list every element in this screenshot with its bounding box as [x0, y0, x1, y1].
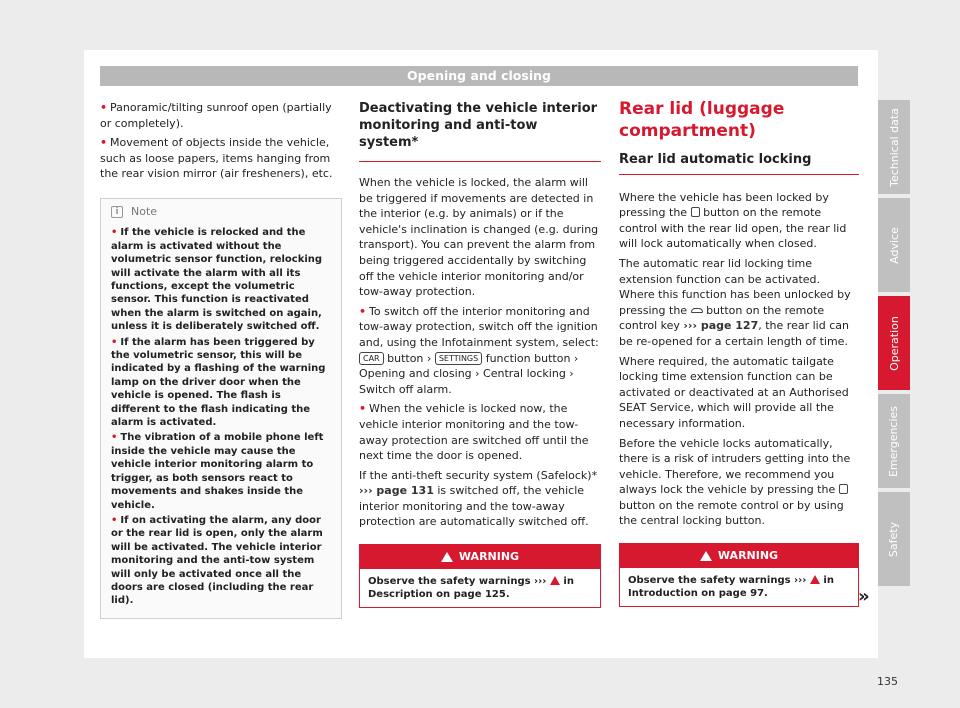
warning-title: WARNING [458, 550, 520, 564]
tab-operation[interactable]: Operation [878, 296, 910, 390]
column-3 [619, 100, 859, 607]
note-item: • The vibration of a mobile phone left inside the vehicle may cause the vehicle interior monitoring alarm to trigger, as both sensors react to movements and shakes inside the vehicle. [111, 432, 324, 511]
warning-box: WARNING Observe the safety warnings ››› in Description on page 125. [359, 544, 601, 608]
column-1 [100, 100, 342, 619]
list-item: • To switch off the interior monitoring and tow-away protection, switch off the ignition and, using the Infotainment system, select: CAR button › SETTINGS function button › Opening and closing › Central locking › Switch off alarm. [359, 304, 599, 396]
safelock-paragraph: If the anti-theft security system (Safelock)* ››› page 131 is switched off, the vehicle interior monitoring and the tow-away protection are automatically switched off. [359, 468, 598, 529]
info-icon: i [111, 206, 123, 218]
note-title: Note [131, 204, 158, 218]
paragraph: Where the vehicle has been locked by pressing the button on the remote control with the rear lid open, the rear lid will lock automatically when closed. [619, 190, 847, 251]
list-item: • When the vehicle is locked now, the vehicle interior monitoring and the tow-away protection are switched off until the next time the door is opened. [359, 402, 589, 463]
section-title: Deactivating the vehicle interior monitoring and anti-tow system* [359, 100, 601, 162]
list-item: • Movement of objects inside the vehicle, such as loose papers, items hanging from the rear vision mirror (air fresheners), etc. [100, 136, 333, 181]
page-header: Opening and closing [100, 66, 858, 86]
page-link[interactable]: ››› page 127 [683, 319, 759, 333]
warning-title: WARNING [717, 549, 779, 563]
continue-arrow-icon: » [858, 586, 870, 607]
section-subtitle: Rear lid automatic locking [619, 152, 859, 175]
tab-technical-data[interactable]: Technical data [878, 100, 910, 194]
car-key-icon: CAR [359, 352, 384, 365]
lock-icon [839, 484, 848, 494]
note-item: • If the vehicle is relocked and the alarm is activated without the volumetric sensor function, relocking will activate the alarm with all its functions, except the volumetric sensor. This function is reactivated when the alarm is switched on again, unless it is deliberately switched off. [111, 227, 323, 333]
warning-icon [700, 551, 712, 561]
page-number: 135 [877, 675, 898, 688]
lock-icon [691, 207, 700, 217]
tab-advice[interactable]: Advice [878, 198, 910, 292]
chapter-tabs [878, 100, 910, 590]
column-2 [359, 100, 601, 608]
paragraph: Before the vehicle locks automatically, there is a risk of intruders getting into the vehicle. Therefore, we recommend you always lock the vehicle by pressing the button on the remote control or by using the central locking button. [619, 436, 851, 528]
car-unlock-icon [691, 308, 703, 313]
warning-small-icon [550, 576, 560, 585]
warning-icon [441, 552, 453, 562]
chapter-title: Rear lid (luggage compartment) [619, 99, 785, 141]
note-item: • If the alarm has been triggered by the volumetric sensor, this will be indicated by a flashing of the warning lamp on the driver door when the vehicle is opened. The flash is different to the flash indicating the alarm is activated. [111, 336, 326, 429]
list-item: • Panoramic/tilting sunroof open (partially or completely). [100, 101, 332, 130]
paragraph: Where required, the automatic tailgate locking time extension function can be activated or deactivated at an Authorised SEAT Service, which will provide all the necessary information. [619, 354, 849, 430]
tab-emergencies[interactable]: Emergencies [878, 394, 910, 488]
paragraph: The automatic rear lid locking time extension function can be activated. Where this function has been unlocked by pressing the button on the remote control key ››› page 127, the rear lid can be re-opened for a certain length of time. [619, 256, 851, 348]
note-item: • If on activating the alarm, any door or the rear lid is open, only the alarm will be activated. The vehicle interior monitoring and the anti-tow system will only be activated once all the doors are closed (including the rear lid). [111, 514, 323, 607]
page-link[interactable]: ››› page 131 [359, 484, 434, 498]
warning-box: WARNING Observe the safety warnings ››› in Introduction on page 97. [619, 543, 859, 607]
intro-paragraph: When the vehicle is locked, the alarm will be triggered if movements are detected in the interior (e.g. by animals) or if the vehicle's inclination is changed (e.g. during transport). You can prevent the alarm from being triggered accidentally by switching off the vehicle interior monitoring and/or tow-away protection. [359, 176, 599, 299]
warning-small-icon [810, 575, 820, 584]
tab-safety[interactable]: Safety [878, 492, 910, 586]
settings-key-icon: SETTINGS [435, 352, 482, 365]
note-box [100, 198, 342, 619]
